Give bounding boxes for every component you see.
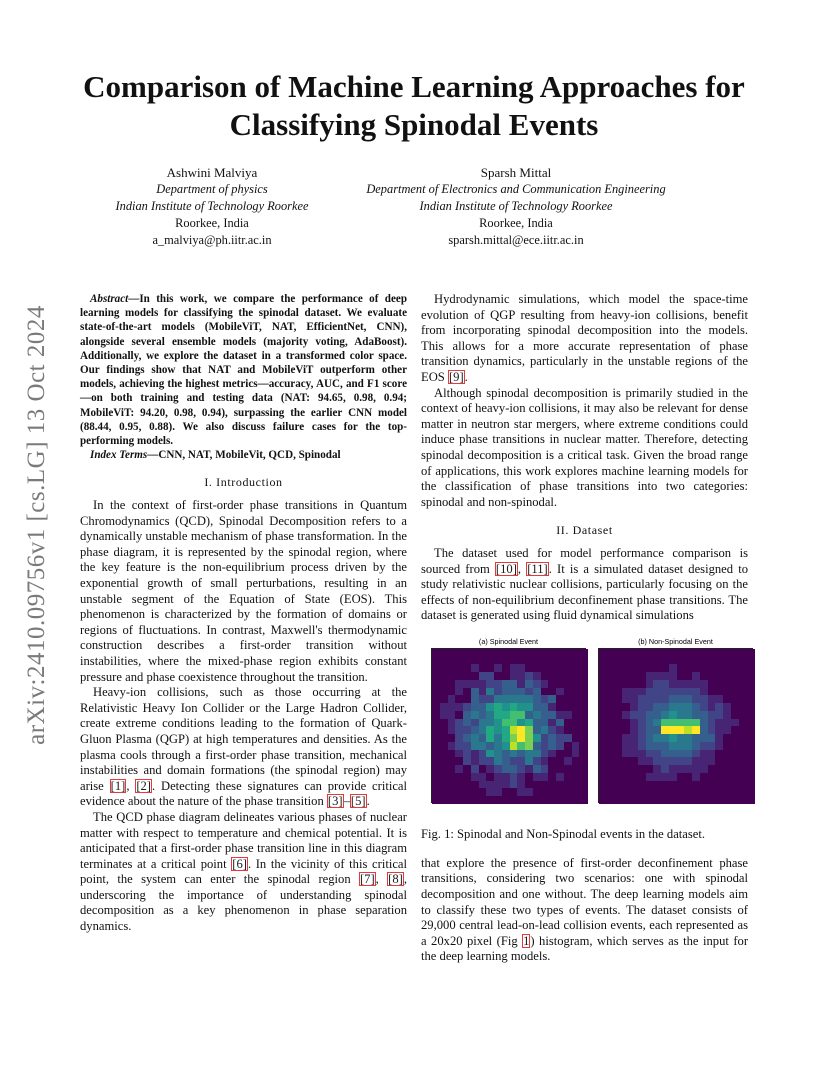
citation-link[interactable]: [8]: [388, 872, 403, 887]
abstract-lead: Abstract: [90, 293, 129, 305]
author-name: Sparsh Mittal: [480, 165, 552, 180]
figure-panel-spinodal: [431, 636, 586, 803]
abstract-text: —In this work, we compare the performance of deep learning models for classifying the spinodal dataset. We evaluate state-of-the-art models (MobileViT, NAT, EfficientNet, CNN), alongside several ensemble models (majority voting, AdaBoost). Additionally, we explore the dataset in a transformed color space. Our findings show that NAT and MobileViT outperform other models, achieving the highest metrics—accuracy, AUC, and F1 score—on both training and testing data (NAT: 94.65, 0.98, 0.94; MobileViT: 94.20, 0.98, 0.94), surpassing the earlier CNN model (88.44, 0.95, 0.88). We also discuss failure cases for the top-performing models.: [80, 293, 407, 448]
author-institution: Indian Institute of Technology Roorkee: [115, 199, 309, 213]
index-terms-text: —CNN, NAT, MobileVit, QCD, Spinodal: [147, 449, 341, 462]
text-run: –: [343, 794, 350, 809]
citation-link[interactable]: [5]: [350, 794, 366, 809]
text-run: . In the vicinity of this critical point, the system can enter the spinodal region: [80, 856, 407, 887]
text-run: . It is a simulated dataset designed to study relativistic nuclear collisions, particularly focusing on the effects of non-equilibrium deconfinement phase transitions. The dataset is generated using fluid dynamical simulations: [421, 561, 748, 623]
text-run: .: [464, 369, 468, 384]
text-run: ) histogram, which serves as the input for the deep learning models.: [421, 933, 749, 964]
heatmap-cell: [746, 796, 754, 804]
text-run: The QCD phase diagram delineates various phases of nuclear matter with respect to temperature and chemical potential. It is anticipated that a first-order phase transition line in this diagram terminates at a critical point: [80, 809, 407, 871]
text-run: that explore the presence of first-order deconfinement phase transitions, considering two scenarios: one with spinodal decomposition and one without. The deep learning models aim to classify these two types of events. The dataset consists of 29,000 central lead-on-lead collision events, each represented as a 20x20 pixel (Fig: [421, 855, 748, 948]
intro-paragraph-3: [80, 810, 407, 935]
text-run: ,: [375, 872, 388, 887]
citation-link[interactable]: [1]: [110, 778, 126, 793]
citation-link[interactable]: [6]: [232, 856, 247, 871]
figure-panel-non-spinodal: [598, 636, 753, 803]
paper-title: Comparison of Machine Learning Approaches for Classifying Spinodal Events: [83, 69, 745, 142]
text-run: ,: [126, 778, 136, 793]
section-heading-introduction: I. Introduction: [204, 475, 283, 490]
abstract: [80, 292, 407, 448]
right-paragraph-2: Although spinodal decomposition is primarily studied in the context of heavy-ion collisions, it may also be relevant for dense matter in neutron star mergers, where extreme conditions could induce phase transitions in nuclear matter. Therefore, detecting spinodal decomposition is a critical task. Given the broad range of applications, this work explores machine learning models for the classification of phase transitions into two categories: spinodal and non-spinodal.: [421, 385, 748, 509]
text-run: . Detecting these signatures can provide critical evidence about the nature of the phase transition: [80, 778, 408, 809]
figure-caption: Fig. 1: Spinodal and Non-Spinodal events in the dataset.: [421, 826, 706, 841]
non-spinodal-heatmap-image: [598, 648, 753, 803]
figure-1: [421, 636, 748, 818]
citation-link[interactable]: [2]: [136, 778, 151, 793]
text-run: , underscoring the importance of understanding spinodal decomposition as a key phenomenon in phase separation dynamics.: [80, 872, 407, 934]
right-column: [421, 292, 748, 965]
citation-link[interactable]: [11]: [527, 561, 548, 576]
citation-link[interactable]: [9]: [448, 369, 464, 384]
citation-link[interactable]: [10]: [495, 561, 517, 576]
author-name: Ashwini Malviya: [166, 165, 258, 180]
dataset-paragraph-2: [421, 856, 748, 965]
figure-link[interactable]: 1: [523, 933, 530, 948]
dataset-paragraph-1: [421, 546, 748, 624]
author-email[interactable]: a_malviya@ph.iitr.ac.in: [152, 233, 272, 247]
text-run: .: [366, 794, 370, 809]
author-block-1: [92, 164, 332, 249]
author-department: Department of Electronics and Communication Engineering: [366, 182, 666, 196]
panel-title: (a) Spinodal Event: [478, 636, 539, 646]
author-block-2: [340, 164, 692, 249]
section-heading-dataset: II. Dataset: [556, 523, 613, 538]
author-institution: Indian Institute of Technology Roorkee: [419, 199, 613, 213]
arxiv-identifier[interactable]: arXiv:2410.09756v1 [cs.LG] 13 Oct 2024: [23, 305, 51, 745]
spinodal-heatmap-image: [431, 648, 586, 803]
panel-title: (b) Non-Spinodal Event: [638, 636, 713, 646]
arxiv-stamp: [22, 290, 52, 760]
heatmap-cell: [579, 796, 587, 804]
right-paragraph-1: [421, 292, 748, 386]
intro-paragraph-1: In the context of first-order phase transitions in Quantum Chromodynamics (QCD), Spinodal Decomposition refers to a dynamically unstable mechanism of phase transformation. In the phase diagram, it is represented by the spinodal region, where the key feature is the non-equilibrium process driven by the exponential growth of small perturbations, resulting in an unstable segment of the Equation of State (EOS). This phenomenon is characterized by the formation of domains or regions of fluctuations. In contrast, Maxwell's thermodynamic construction describes a first-order transition without instabilities, where the mixed-phase region exhibits constant pressure and phase coexistence throughout the transition.: [80, 498, 407, 684]
text-run: Heavy-ion collisions, such as those occurring at the Relativistic Heavy Ion Collider or the Large Hadron Collider, create extreme conditions leading to the formation of Quark-Gluon Plasma (QGP) at high temperatures and densities. As the plasma cools through a first-order phase transition, mechanical instabilities and domain formations (the spinodal region) may arise: [80, 685, 407, 793]
left-column: [80, 292, 407, 935]
index-terms: [80, 448, 407, 462]
author-email[interactable]: sparsh.mittal@ece.iitr.ac.in: [448, 233, 584, 247]
text-run: ,: [517, 561, 527, 576]
text-run: The dataset used for model performance comparison is sourced from: [421, 545, 748, 576]
intro-paragraph-2: [80, 685, 407, 810]
author-location: Roorkee, India: [175, 216, 249, 230]
author-department: Department of physics: [156, 182, 268, 196]
text-run: Hydrodynamic simulations, which model the space-time evolution of QGP resulting from heavy-ion collisions, benefit from incorporating spinodal decomposition into the models. This allows for a more accurate representation of phase transition dynamics, particularly in the unstable regions of the EOS: [421, 292, 748, 384]
citation-link[interactable]: [3]: [327, 794, 343, 809]
citation-link[interactable]: [7]: [359, 872, 375, 887]
index-terms-lead: Index Terms: [90, 449, 148, 462]
author-location: Roorkee, India: [479, 216, 553, 230]
